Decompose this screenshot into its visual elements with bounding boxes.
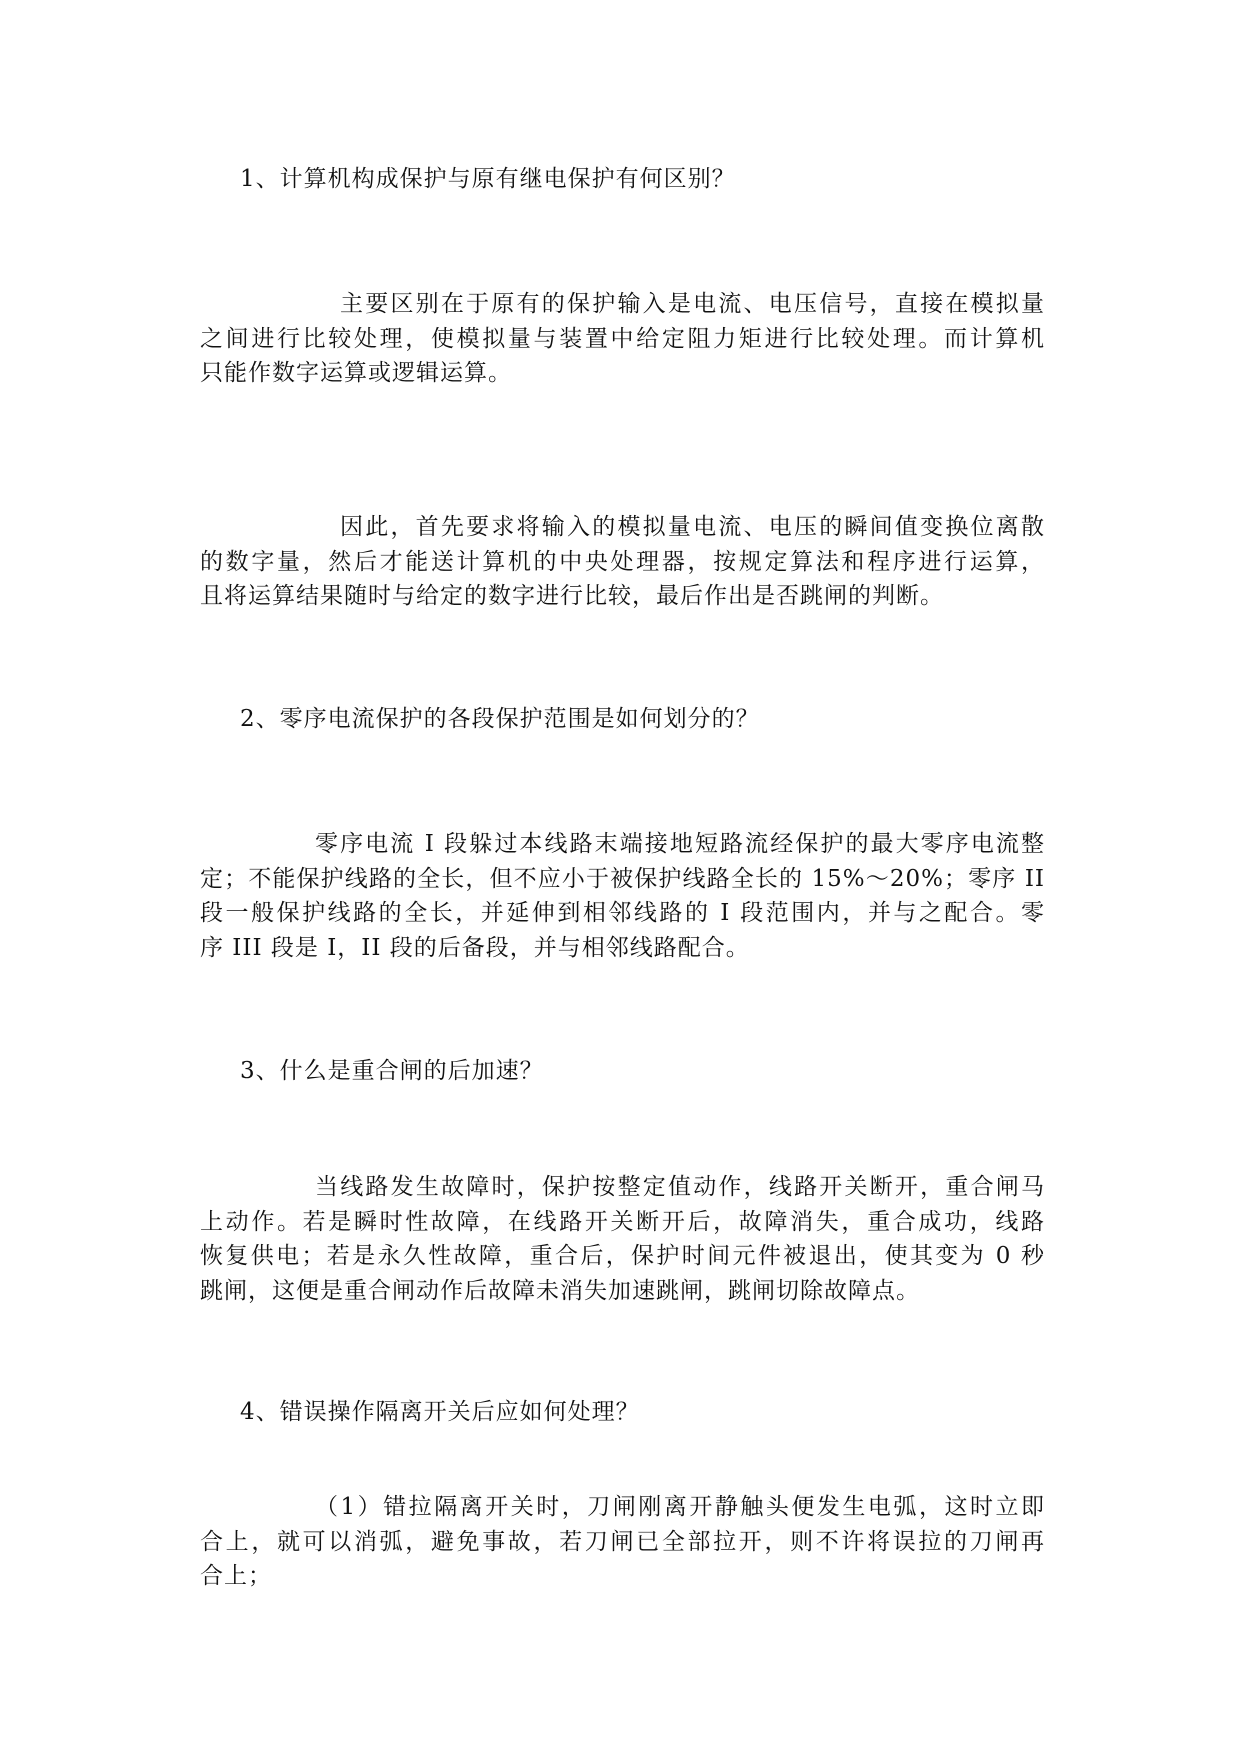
answer-1-p1-line-2: 之间进行比较处理，使模拟量与装置中给定阻力矩进行比较处理。而计算机: [200, 325, 1045, 352]
answer-3: [200, 1170, 1045, 1308]
answer-1-p1-line-3: 只能作数字运算或逻辑运算。: [200, 360, 512, 386]
answer-2-line-3: 段一般保护线路的全长，并延伸到相邻线路的 I 段范围内，并与之配合。零: [200, 900, 1045, 926]
answer-1-p2-line-3: 且将运算结果随时与给定的数字进行比较，最后作出是否跳闸的判断。: [200, 583, 944, 609]
answer-2: [200, 827, 1045, 965]
answer-2-line-1: 零序电流 I 段躲过本线路末端接地短路流经保护的最大零序电流整: [315, 831, 1045, 857]
question-1: 1、计算机构成保护与原有继电保护有何区别？: [240, 166, 736, 192]
answer-1-paragraph-1: [200, 287, 1045, 391]
question-3: 3、什么是重合闸的后加速？: [240, 1058, 544, 1084]
answer-4: [200, 1490, 1045, 1594]
answer-3-line-4: 跳闸，这便是重合闸动作后故障未消失加速跳闸，跳闸切除故障点。: [200, 1277, 920, 1304]
question-4: 4、错误操作隔离开关后应如何处理？: [240, 1399, 640, 1425]
answer-1-p1-line-1: 主要区别在于原有的保护输入是电流、电压信号，直接在模拟量: [340, 291, 1045, 317]
answer-4-line-1: （1）错拉隔离开关时，刀闸刚离开静触头便发生电弧，这时立即: [315, 1494, 1045, 1520]
question-2: 2、零序电流保护的各段保护范围是如何划分的？: [240, 706, 760, 732]
answer-2-line-2: 定；不能保护线路的全长，但不应小于被保护线路全长的 15%～20%；零序 II: [200, 865, 1045, 892]
answer-3-line-2: 上动作。若是瞬时性故障，在线路开关断开后，故障消失，重合成功，线路: [200, 1208, 1045, 1235]
answer-1-paragraph-2: [200, 510, 1045, 614]
answer-4-line-2: 合上，就可以消弧，避免事故，若刀闸已全部拉开，则不许将误拉的刀闸再: [200, 1528, 1045, 1555]
answer-3-line-3: 恢复供电；若是永久性故障，重合后，保护时间元件被退出，使其变为 0 秒: [200, 1243, 1045, 1269]
answer-3-line-1: 当线路发生故障时，保护按整定值动作，线路开关断开，重合闸马: [315, 1174, 1045, 1200]
answer-4-line-3: 合上；: [200, 1563, 272, 1589]
answer-1-p2-line-2: 的数字量，然后才能送计算机的中央处理器，按规定算法和程序进行运算，: [200, 548, 1045, 575]
answer-2-line-4: 序 III 段是 I，II 段的后备段，并与相邻线路配合。: [200, 934, 750, 961]
answer-1-p2-line-1: 因此，首先要求将输入的模拟量电流、电压的瞬间值变换位离散: [340, 514, 1045, 540]
